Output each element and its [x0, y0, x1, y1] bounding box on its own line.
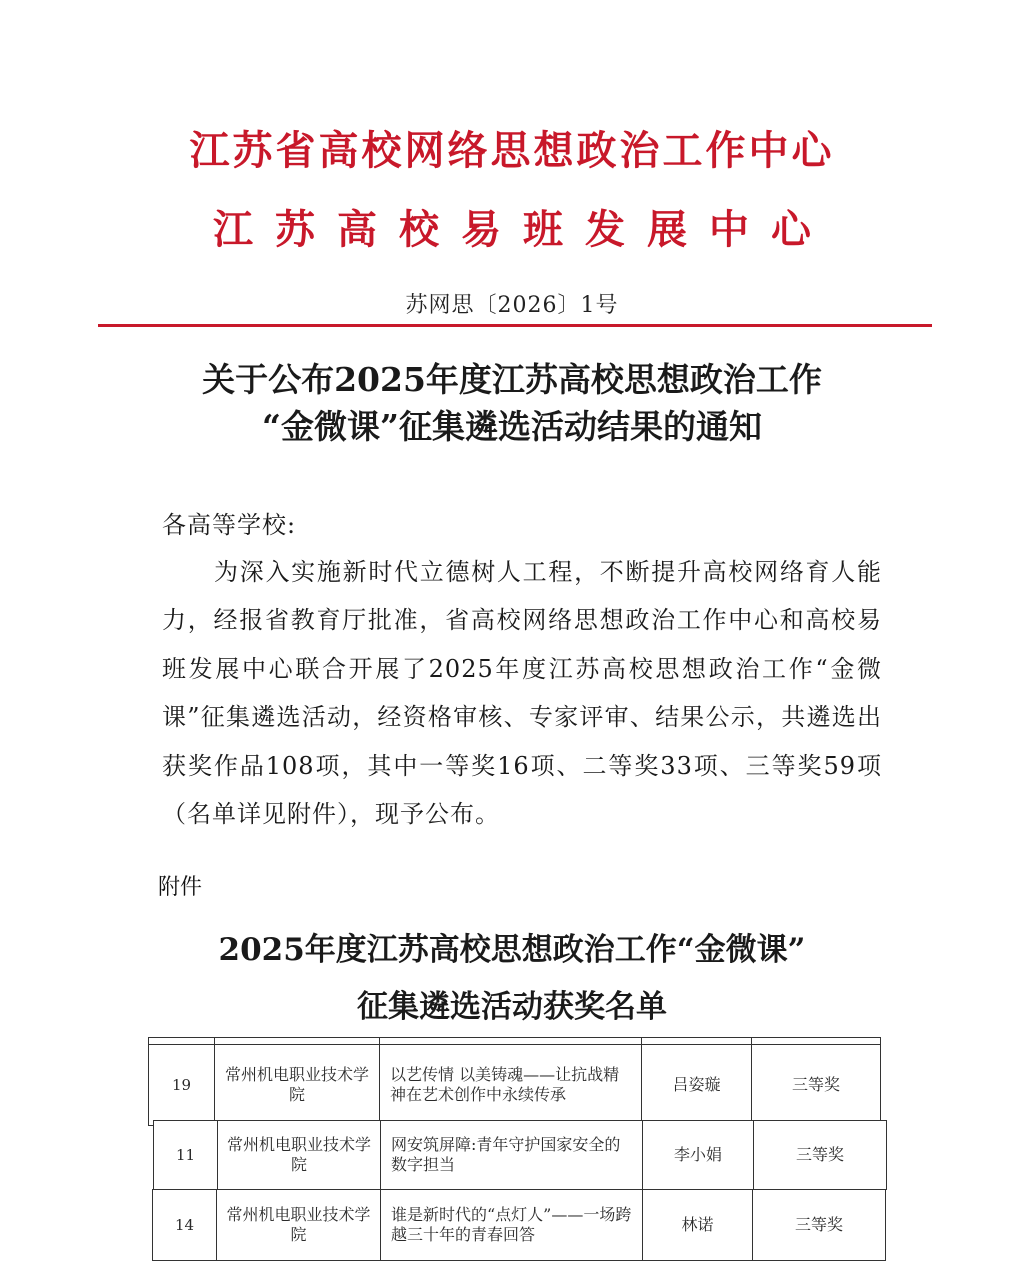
work-title-cell: 网安筑屏障:青年守护国家安全的数字担当: [381, 1121, 643, 1190]
award-cell: 三等奖: [754, 1121, 887, 1190]
award-cell: 三等奖: [752, 1045, 881, 1126]
school-cell: 常州机电职业技术学院: [217, 1190, 381, 1261]
award-table-fragment: [148, 1037, 881, 1126]
author-cell: 林诺: [643, 1190, 753, 1261]
table-row: [154, 1121, 887, 1190]
notice-body-paragraph: 为深入实施新时代立德树人工程，不断提升高校网络育人能力，经报省教育厅批准，省高校网络思想政治工作中心和高校易班发展中心联合开展了2025年度江苏高校思想政治工作“金微课”征集遴选活动，经资格审核、专家评审、结果公示，共遴选出获奖作品108项，其中一等奖16项、二等奖33项、三等奖59项（名单详见附件），现予公布。: [162, 558, 882, 829]
author-cell: 李小娟: [643, 1121, 754, 1190]
red-header-divider: [98, 324, 932, 327]
table-row: [153, 1190, 886, 1261]
row-number: 11: [154, 1121, 218, 1190]
salutation: 各高等学校:: [162, 511, 297, 539]
attachment-label: 附件: [158, 875, 203, 900]
table-row: [149, 1045, 881, 1126]
notice-title-line-1: 关于公布2025年度江苏高校思想政治工作: [202, 360, 822, 399]
document-number: 苏网思〔2026〕1号: [405, 293, 619, 318]
work-title-cell: 谁是新时代的“点灯人”——一场跨越三十年的青春回答: [381, 1190, 643, 1261]
author-cell: 吕姿璇: [642, 1045, 752, 1126]
attachment-title-line-1: 2025年度江苏高校思想政治工作“金微课”: [218, 932, 806, 968]
award-table-fragment: [152, 1189, 886, 1261]
award-table-fragment: [153, 1120, 887, 1190]
row-number: 19: [149, 1045, 215, 1126]
work-title-cell: 以艺传情 以美铸魂——让抗战精神在艺术创作中永续传承: [380, 1045, 642, 1126]
attachment-title-line-2: 征集遴选活动获奖名单: [357, 989, 667, 1025]
row-number: 14: [153, 1190, 217, 1261]
award-cell: 三等奖: [753, 1190, 886, 1261]
notice-title-line-2: “金微课”征集遴选活动结果的通知: [262, 407, 762, 446]
school-cell: 常州机电职业技术学院: [215, 1045, 380, 1126]
school-cell: 常州机电职业技术学院: [218, 1121, 381, 1190]
issuer-name-line-2: 江苏高校易班发展中心: [213, 207, 833, 253]
issuer-name-line-1: 江苏省高校网络思想政治工作中心: [189, 128, 835, 174]
